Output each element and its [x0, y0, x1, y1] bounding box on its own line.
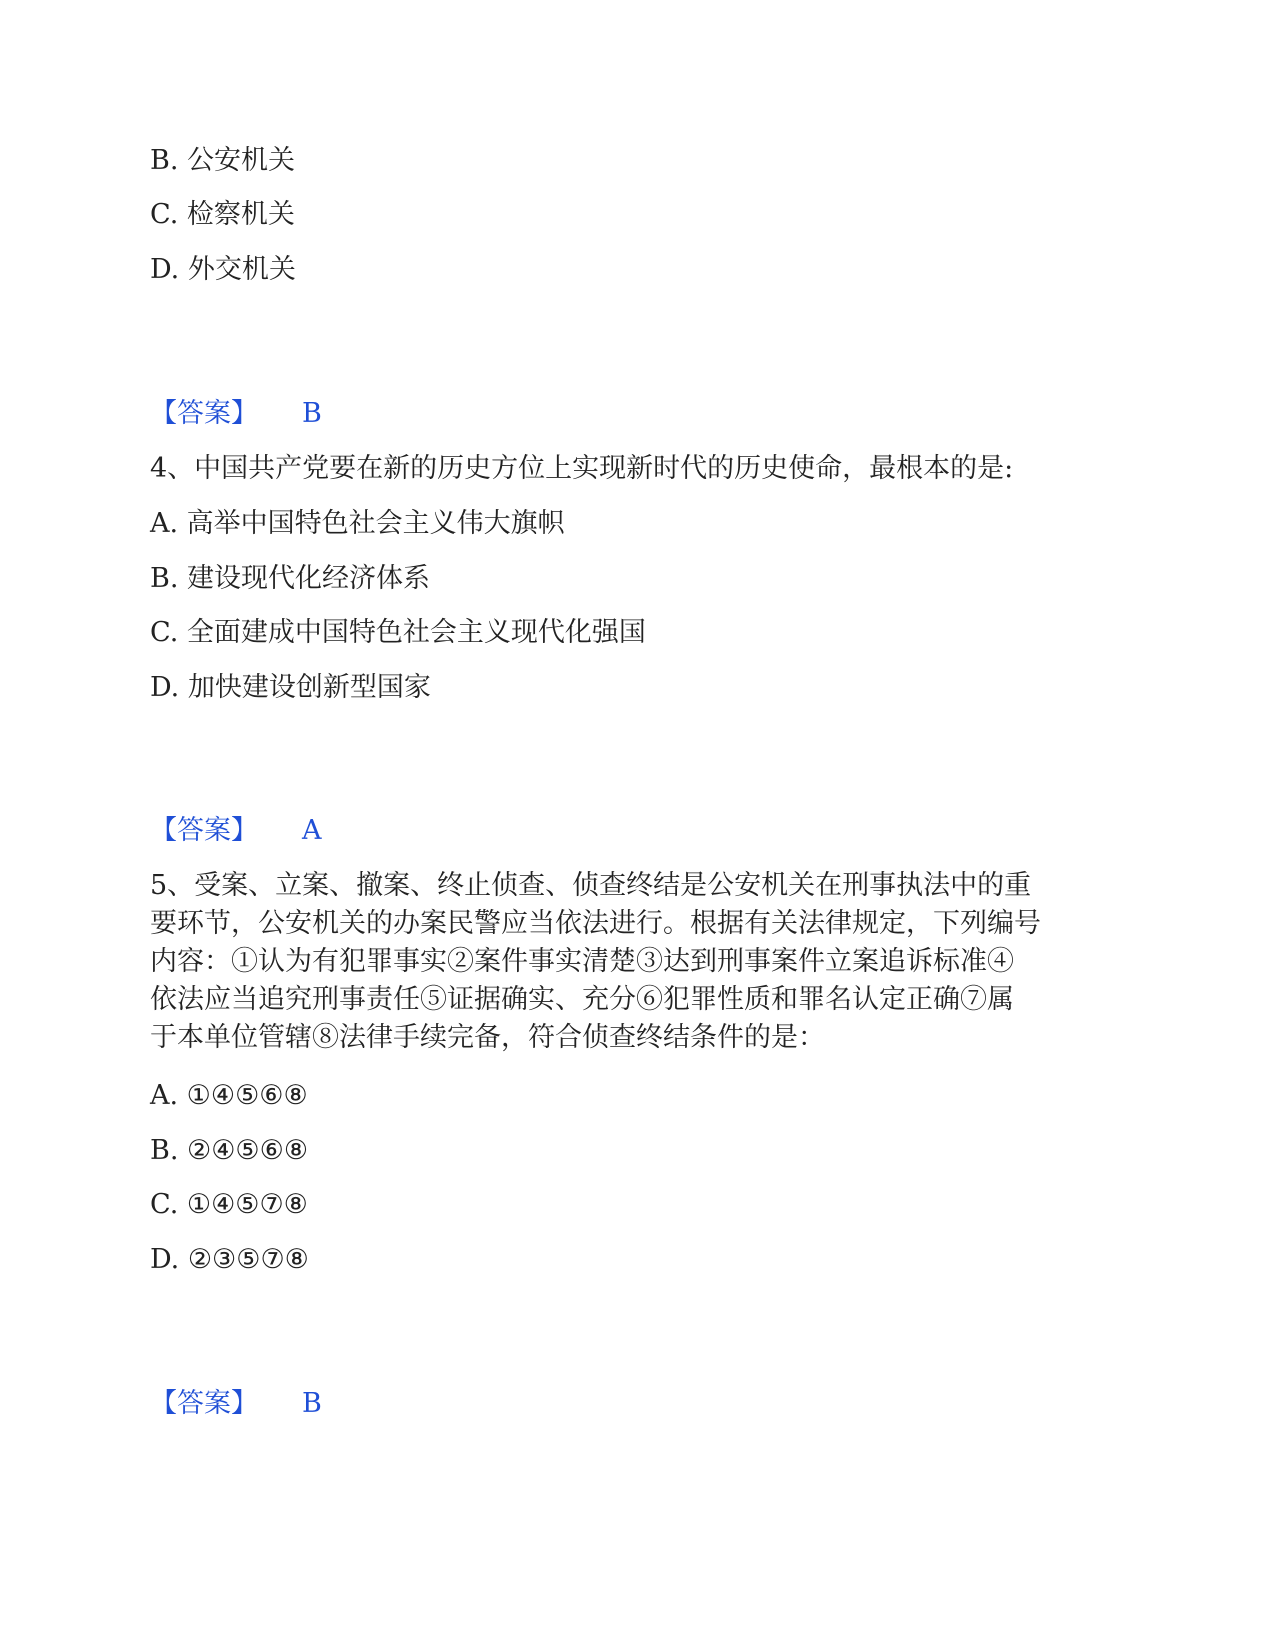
option-b: B. ②④⑤⑥⑧ [150, 1135, 309, 1166]
stem-line: 要环节，公安机关的办案民警应当依法进行。根据有关法律规定，下列编号 [150, 908, 1041, 939]
answer-tag: 【答案】 [150, 815, 258, 846]
option-a: A. ①④⑤⑥⑧ [150, 1080, 308, 1111]
answer-line [150, 395, 322, 433]
option-c: C. 检察机关 [150, 199, 295, 230]
option-b: B. 建设现代化经济体系 [150, 563, 431, 594]
stem-line: 5、受案、立案、撤案、终止侦查、侦查终结是公安机关在刑事执法中的重 [150, 870, 1032, 901]
option-d: D. 外交机关 [150, 254, 296, 285]
answer-value: B [302, 398, 322, 429]
question-5-stem [150, 867, 1125, 1057]
option-b: B. 公安机关 [150, 145, 296, 176]
stem-line: 内容：①认为有犯罪事实②案件事实清楚③达到刑事案件立案追诉标准④ [150, 946, 1014, 977]
option-a: A. 高举中国特色社会主义伟大旗帜 [150, 508, 565, 539]
stem-line: 于本单位管辖⑧法律手续完备，符合侦查终结条件的是： [150, 1022, 825, 1053]
option-d: D. 加快建设创新型国家 [150, 672, 431, 703]
question-4-stem: 4、中国共产党要在新的历史方位上实现新时代的历史使命，最根本的是: [150, 453, 1014, 484]
answer-tag: 【答案】 [150, 398, 258, 429]
answer-line [150, 812, 322, 850]
answer-value: A [302, 815, 322, 846]
answer-tag: 【答案】 [150, 1388, 258, 1419]
answer-line [150, 1385, 322, 1423]
stem-line: 依法应当追究刑事责任⑤证据确实、充分⑥犯罪性质和罪名认定正确⑦属 [150, 984, 1014, 1015]
option-d: D. ②③⑤⑦⑧ [150, 1244, 309, 1275]
option-c: C. ①④⑤⑦⑧ [150, 1189, 308, 1220]
answer-value: B [302, 1388, 322, 1419]
option-c: C. 全面建成中国特色社会主义现代化强国 [150, 617, 646, 648]
